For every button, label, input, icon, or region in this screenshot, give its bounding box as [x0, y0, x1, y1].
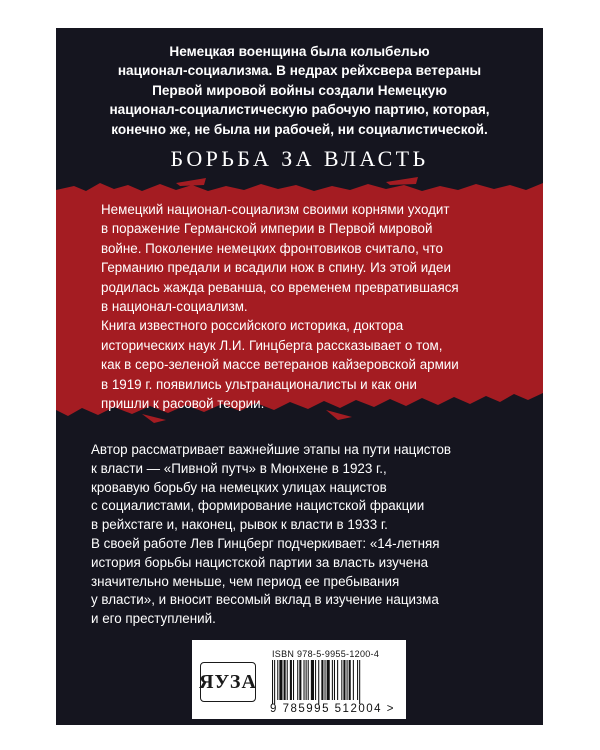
- intro-line: Немецкая военщина была колыбелью: [169, 44, 430, 59]
- barcode-bars: [272, 660, 400, 704]
- ean-number: 9 785995 512004 >: [270, 703, 395, 715]
- barcode-bar: [318, 660, 319, 704]
- text-line: Книга известного российского историка, доктора: [101, 318, 404, 334]
- text-line: Германию предали и всадили нож в спину. Из этой идеи: [101, 260, 451, 276]
- text-line: в поражение Германской империи в Первой мировой: [101, 221, 433, 237]
- text-line: в национал-социализм.: [101, 299, 248, 315]
- text-line: с социалистами, формирование нацистской фракции: [91, 498, 425, 514]
- barcode-bar: [315, 660, 316, 700]
- barcode-bar: [272, 660, 273, 704]
- barcode-bar: [341, 660, 342, 700]
- lower-section-text: [91, 441, 511, 629]
- barcode-bar: [321, 660, 323, 700]
- barcode-bar: [306, 660, 307, 700]
- text-line: В своей работе Лев Гинцберг подчеркивает: «14-летняя: [91, 535, 440, 551]
- text-line: к власти — «Пивной путч» в Мюнхене в 1923 г.,: [91, 460, 387, 476]
- barcode-bar: [308, 660, 309, 700]
- barcode-bar: [274, 660, 275, 704]
- barcode-bar: [347, 660, 348, 700]
- barcode-bar: [290, 660, 292, 700]
- barcode-bar: [334, 660, 335, 700]
- barcode-bar: [277, 660, 278, 700]
- text-line: кровавую борьбу на немецких улицах нацистов: [91, 479, 387, 495]
- barcode-bar: [299, 660, 301, 700]
- barcode-bar: [332, 660, 333, 700]
- text-line: как в серо-зеленой массе ветеранов кайзеровской армии: [101, 357, 459, 373]
- red-section-text: [101, 200, 521, 413]
- isbn-label: ISBN 978-5-9955-1200-4: [272, 649, 380, 659]
- book-back-cover: [56, 28, 543, 725]
- barcode-bar: [327, 660, 330, 700]
- intro-line: национал-социализма. В недрах рейхсвера ветераны: [117, 63, 482, 79]
- text-line: родилась жажда реванша, со временем превратившаяся: [101, 279, 459, 295]
- text-line: Немецкий национал-социализм своими корнями уходит: [101, 202, 450, 217]
- book-title: БОРЬБА ЗА ВЛАСТЬ: [170, 146, 429, 171]
- barcode-block: [192, 640, 406, 719]
- text-line: и его преступлений.: [91, 611, 216, 627]
- barcode-bar: [359, 660, 360, 704]
- text-line: войне. Поколение немецких фронтовиков считало, что: [101, 240, 443, 256]
- barcode-bar: [343, 660, 345, 700]
- barcode-bar: [287, 660, 288, 700]
- text-line: история борьбы нацистской партии за власть изучена: [91, 554, 429, 570]
- intro-line: конечно же, не была ни рабочей, ни социалистической.: [111, 121, 488, 137]
- barcode-bar: [304, 660, 305, 700]
- barcode-bar: [357, 660, 358, 700]
- text-line: в 1919 г. появились ультранационалисты и как они: [101, 376, 417, 392]
- text-line: значительно меньше, чем период ее пребывания: [91, 573, 400, 589]
- text-line: в рейхстаге и, наконец, рывок к власти в 1933 г.: [91, 517, 388, 533]
- barcode-bar: [279, 660, 282, 700]
- text-line: у власти», и вносит весомый вклад в изучение нацизма: [91, 592, 439, 608]
- barcode-bar: [353, 660, 354, 700]
- text-line: Автор рассматривает важнейшие этапы на пути нацистов: [91, 442, 452, 457]
- barcode-bar: [349, 660, 351, 700]
- intro-line: Первой мировой войны создали Немецкую: [152, 82, 447, 98]
- barcode-bar: [325, 660, 326, 700]
- barcode-bar: [337, 660, 338, 700]
- publisher-logo: ЯУЗА: [200, 662, 256, 702]
- text-line: исторических наук Л.И. Гинцберга рассказывает о том,: [101, 337, 443, 353]
- barcode-bar: [297, 660, 298, 700]
- text-line: пришли к расовой теории.: [101, 396, 265, 412]
- barcode-bar: [284, 660, 286, 700]
- barcode-bar: [293, 660, 294, 700]
- intro-line: национал-социалистическую рабочую партию, которая,: [109, 102, 490, 118]
- barcode-bar: [311, 660, 314, 700]
